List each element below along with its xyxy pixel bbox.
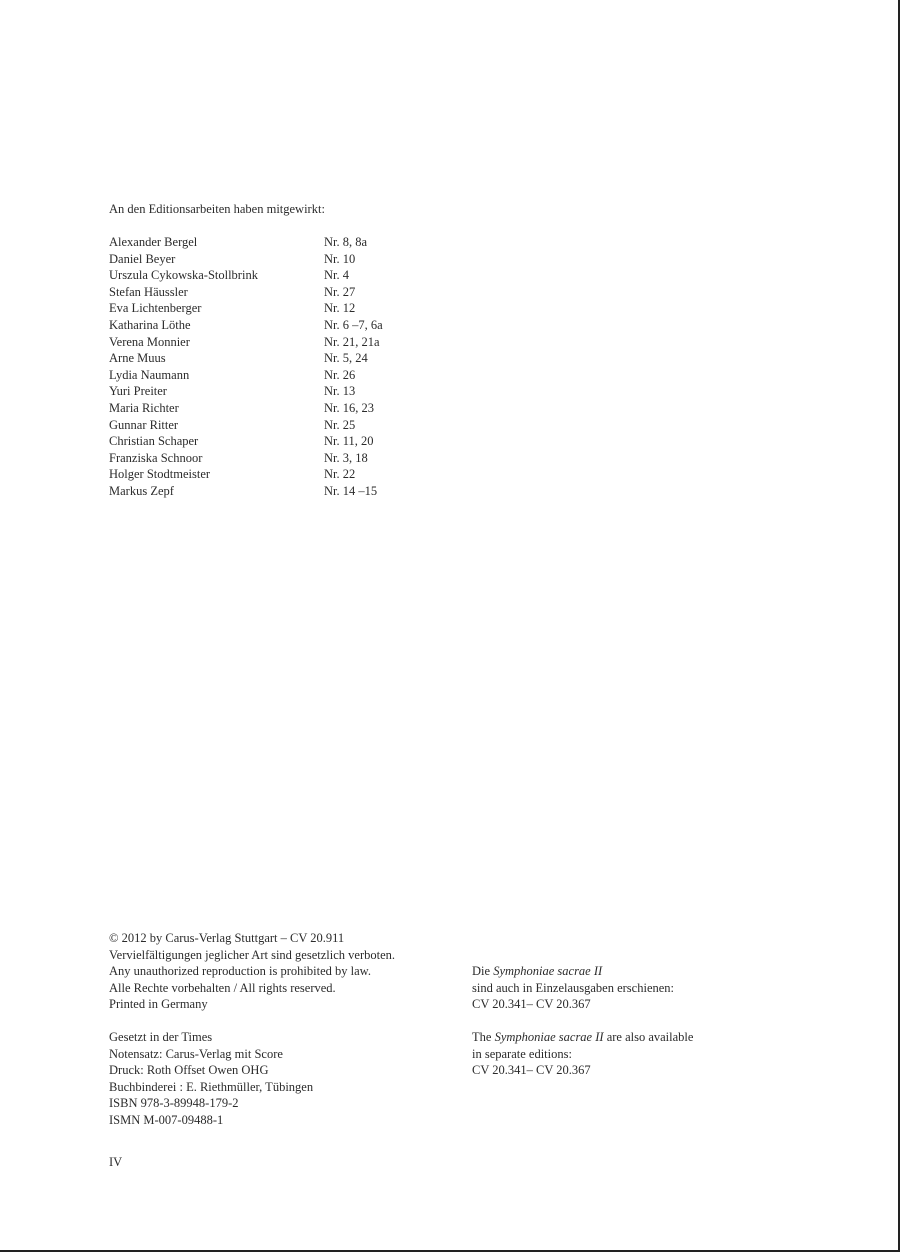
contributor-numbers: Nr. 10 — [324, 251, 356, 266]
work-title: Symphoniae sacrae II — [493, 964, 603, 978]
printed-in: Printed in Germany — [109, 997, 208, 1012]
contributors-list — [109, 234, 383, 500]
separate-de-prefix: Die — [472, 964, 491, 978]
contributor-name: Maria Richter — [109, 400, 179, 415]
contributor-numbers: Nr. 16, 23 — [324, 400, 374, 415]
contributor-numbers: Nr. 13 — [324, 384, 356, 399]
contributor-numbers: Nr. 26 — [324, 367, 356, 382]
contributor-row — [109, 251, 383, 268]
contributors-heading: An den Editionsarbeiten haben mitgewirkt: — [109, 202, 325, 216]
reproduction-notice-en: Any unauthorized reproduction is prohibited by law. — [109, 964, 371, 979]
contributor-row — [109, 234, 383, 251]
separate-en-prefix: The — [472, 1030, 492, 1044]
page-number: IV — [109, 1155, 123, 1169]
contributor-name: Katharina Löthe — [109, 317, 191, 332]
rights-reserved: Alle Rechte vorbehalten / All rights reserved. — [109, 980, 336, 995]
separate-de-line1 — [472, 963, 674, 980]
separate-de-catalog-range: CV 20.341– CV 20.367 — [472, 997, 591, 1012]
contributor-name: Stefan Häussler — [109, 284, 188, 299]
contributor-numbers: Nr. 22 — [324, 467, 356, 482]
work-title: Symphoniae sacrae II — [494, 1030, 604, 1044]
production-credits — [109, 1029, 313, 1129]
separate-en-catalog-range: CV 20.341– CV 20.367 — [472, 1063, 591, 1078]
isbn: ISBN 978-3-89948-179-2 — [109, 1096, 239, 1111]
contributor-row — [109, 334, 383, 351]
contributor-name: Gunnar Ritter — [109, 417, 179, 432]
contributor-row — [109, 433, 383, 450]
contributor-row — [109, 284, 383, 301]
bookbinding-line: Buchbinderei : E. Riethmüller, Tübingen — [109, 1079, 314, 1094]
contributor-numbers: Nr. 8, 8a — [324, 235, 368, 249]
contributor-numbers: Nr. 6 –7, 6a — [324, 317, 383, 332]
copyright-line: © 2012 by Carus-Verlag Stuttgart – CV 20.911 — [109, 931, 345, 945]
separate-editions-de — [472, 963, 674, 1013]
contributor-name: Franziska Schnoor — [109, 450, 203, 465]
contributor-row — [109, 417, 383, 434]
contributor-row — [109, 466, 383, 483]
contributor-numbers: Nr. 4 — [324, 268, 349, 283]
contributor-name: Alexander Bergel — [109, 235, 198, 249]
separate-en-line2: in separate editions: — [472, 1046, 572, 1061]
copyright-notice — [109, 930, 395, 1013]
contributor-numbers: Nr. 5, 24 — [324, 351, 368, 366]
contributor-numbers: Nr. 11, 20 — [324, 434, 374, 449]
contributor-name: Yuri Preiter — [109, 384, 167, 399]
contributor-row — [109, 450, 383, 467]
contributor-name: Eva Lichtenberger — [109, 301, 202, 316]
contributor-numbers: Nr. 27 — [324, 284, 356, 299]
contributor-name: Christian Schaper — [109, 434, 199, 449]
contributor-row — [109, 300, 383, 317]
contributor-numbers: Nr. 14 –15 — [324, 483, 378, 498]
contributor-row — [109, 383, 383, 400]
contributor-name: Markus Zepf — [109, 483, 174, 498]
contributor-name: Lydia Naumann — [109, 367, 190, 382]
reproduction-notice-de: Vervielfältigungen jeglicher Art sind gesetzlich verboten. — [109, 947, 396, 962]
contributor-numbers: Nr. 25 — [324, 417, 356, 432]
music-engraving-line: Notensatz: Carus-Verlag mit Score — [109, 1046, 283, 1061]
contributor-name: Urszula Cykowska-Stollbrink — [109, 268, 258, 283]
separate-de-line2: sind auch in Einzelausgaben erschienen: — [472, 980, 675, 995]
separate-editions-en — [472, 1029, 693, 1079]
printing-line: Druck: Roth Offset Owen OHG — [109, 1063, 269, 1078]
contributor-name: Daniel Beyer — [109, 251, 176, 266]
contributor-numbers: Nr. 21, 21a — [324, 334, 380, 349]
ismn: ISMN M-007-09488-1 — [109, 1112, 224, 1127]
contributor-numbers: Nr. 3, 18 — [324, 450, 368, 465]
contributor-row — [109, 350, 383, 367]
contributor-row — [109, 483, 383, 500]
contributor-row — [109, 267, 383, 284]
contributor-row — [109, 317, 383, 334]
separate-en-line1 — [472, 1029, 693, 1046]
contributor-row — [109, 400, 383, 417]
typeset-line: Gesetzt in der Times — [109, 1030, 213, 1044]
contributor-name: Verena Monnier — [109, 334, 190, 349]
contributor-name: Holger Stodtmeister — [109, 467, 211, 482]
contributor-name: Arne Muus — [109, 351, 166, 366]
separate-en-suffix: are also available — [606, 1030, 694, 1044]
contributor-row — [109, 367, 383, 384]
contributor-numbers: Nr. 12 — [324, 301, 356, 316]
